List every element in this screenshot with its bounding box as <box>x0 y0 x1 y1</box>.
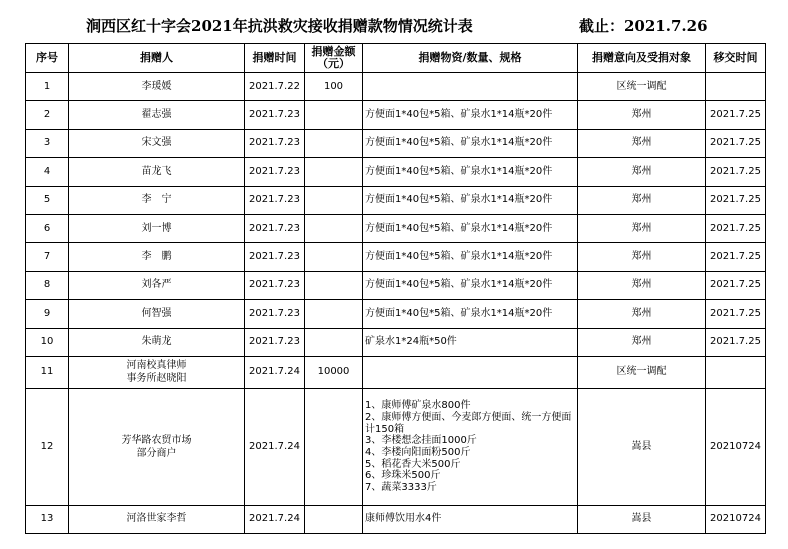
cell-target: 区统一调配 <box>578 356 706 388</box>
cell-donor: 何智强 <box>69 300 245 328</box>
cell-materials: 方便面1*40包*5箱、矿泉水1*14瓶*20件 <box>363 214 578 242</box>
cell-transfer <box>706 73 766 101</box>
cell-donor: 李 宁 <box>69 186 245 214</box>
cell-target: 郑州 <box>578 300 706 328</box>
cell-amount <box>305 328 363 356</box>
cell-amount <box>305 243 363 271</box>
cell-target: 郑州 <box>578 214 706 242</box>
cell-donor: 宋文强 <box>69 129 245 157</box>
material-line: 3、李楼想念挂面1000斤 <box>365 435 477 447</box>
cell-amount: 100 <box>305 73 363 101</box>
cell-no: 5 <box>26 186 69 214</box>
material-line: 5、稻花香大米500斤 <box>365 458 461 470</box>
donor-line: 部分商户 <box>136 447 177 459</box>
material-line: 6、珍珠米500斤 <box>365 470 441 482</box>
cell-no: 6 <box>26 214 69 242</box>
cell-materials: 方便面1*40包*5箱、矿泉水1*14瓶*20件 <box>363 129 578 157</box>
cell-materials <box>363 388 578 505</box>
cell-materials: 方便面1*40包*5箱、矿泉水1*14瓶*20件 <box>363 158 578 186</box>
cell-amount <box>305 300 363 328</box>
cell-date: 2021.7.24 <box>245 388 305 505</box>
cell-amount <box>305 186 363 214</box>
donor-line: 事务所赵晓阳 <box>126 373 187 385</box>
cell-transfer: 2021.7.25 <box>706 271 766 299</box>
cell-transfer: 2021.7.25 <box>706 186 766 214</box>
cell-amount: 10000 <box>305 356 363 388</box>
cell-date: 2021.7.23 <box>245 214 305 242</box>
table-row <box>26 214 766 242</box>
cell-materials: 矿泉水1*24瓶*50件 <box>363 328 578 356</box>
column-header: 移交时间 <box>706 44 766 73</box>
table-row <box>26 158 766 186</box>
cell-transfer: 2021.7.25 <box>706 243 766 271</box>
cell-no: 7 <box>26 243 69 271</box>
cell-transfer: 2021.7.25 <box>706 214 766 242</box>
cell-target: 郑州 <box>578 158 706 186</box>
cell-target: 郑州 <box>578 186 706 214</box>
cell-no: 1 <box>26 73 69 101</box>
table-header-row <box>26 44 766 73</box>
cell-materials: 方便面1*40包*5箱、矿泉水1*14瓶*20件 <box>363 243 578 271</box>
cell-no: 10 <box>26 328 69 356</box>
cell-no: 3 <box>26 129 69 157</box>
cell-no: 12 <box>26 388 69 505</box>
table-row <box>26 73 766 101</box>
table-row <box>26 505 766 533</box>
table-row <box>26 328 766 356</box>
cell-amount <box>305 129 363 157</box>
cell-amount <box>305 101 363 129</box>
cell-transfer: 2021.7.25 <box>706 300 766 328</box>
cell-transfer: 2021.7.25 <box>706 129 766 157</box>
material-line: 4、李楼向阳面粉500斤 <box>365 446 471 458</box>
table-row <box>26 388 766 505</box>
column-header: 捐赠意向及受捐对象 <box>578 44 706 73</box>
cell-target: 区统一调配 <box>578 73 706 101</box>
table-row <box>26 356 766 388</box>
cell-amount <box>305 505 363 533</box>
page-title: 涧西区红十字会2021年抗洪救灾接收捐赠款物情况统计表 <box>86 17 473 35</box>
material-line: 2、康师傅方便面、今麦郎方便面、统一方便面计150箱 <box>365 411 572 435</box>
cell-amount <box>305 388 363 505</box>
cell-donor: 李 鹏 <box>69 243 245 271</box>
cell-no: 4 <box>26 158 69 186</box>
cell-target: 郑州 <box>578 328 706 356</box>
column-header: 捐赠物资/数量、规格 <box>363 44 578 73</box>
cell-no: 8 <box>26 271 69 299</box>
cell-no: 2 <box>26 101 69 129</box>
donor-line: 河南校真律师 <box>126 360 187 372</box>
cell-materials: 方便面1*40包*5箱、矿泉水1*14瓶*20件 <box>363 300 578 328</box>
cell-transfer: 2021.7.25 <box>706 328 766 356</box>
cell-transfer: 20210724 <box>706 388 766 505</box>
cell-no: 13 <box>26 505 69 533</box>
cell-donor: 李瑗媛 <box>69 73 245 101</box>
cell-transfer: 2021.7.25 <box>706 101 766 129</box>
cell-donor <box>69 388 245 505</box>
table-row <box>26 186 766 214</box>
cell-amount <box>305 158 363 186</box>
cell-amount <box>305 214 363 242</box>
cell-date: 2021.7.23 <box>245 186 305 214</box>
cell-donor: 河洛世家李哲 <box>69 505 245 533</box>
cell-date: 2021.7.22 <box>245 73 305 101</box>
cell-materials: 方便面1*40包*5箱、矿泉水1*14瓶*20件 <box>363 186 578 214</box>
cell-target: 郑州 <box>578 129 706 157</box>
cell-date: 2021.7.23 <box>245 328 305 356</box>
cell-target: 嵩县 <box>578 505 706 533</box>
cell-materials: 方便面1*40包*5箱、矿泉水1*14瓶*20件 <box>363 271 578 299</box>
cell-date: 2021.7.23 <box>245 101 305 129</box>
table-row <box>26 271 766 299</box>
cell-date: 2021.7.24 <box>245 356 305 388</box>
cell-date: 2021.7.23 <box>245 300 305 328</box>
cell-donor: 刘各严 <box>69 271 245 299</box>
column-header: 捐赠人 <box>69 44 245 73</box>
donor-line: 芳华路农贸市场 <box>121 434 192 446</box>
cell-materials: 康师傅饮用水4件 <box>363 505 578 533</box>
cell-donor: 苗龙飞 <box>69 158 245 186</box>
cell-amount <box>305 271 363 299</box>
deadline-date: 截止：2021.7.26 <box>579 17 708 35</box>
cell-target: 郑州 <box>578 101 706 129</box>
column-header: 捐赠时间 <box>245 44 305 73</box>
column-header: 序号 <box>26 44 69 73</box>
cell-materials <box>363 73 578 101</box>
cell-donor: 翟志强 <box>69 101 245 129</box>
table-row <box>26 300 766 328</box>
cell-no: 11 <box>26 356 69 388</box>
cell-target: 嵩县 <box>578 388 706 505</box>
cell-transfer: 2021.7.25 <box>706 158 766 186</box>
cell-date: 2021.7.23 <box>245 243 305 271</box>
cell-transfer: 20210724 <box>706 505 766 533</box>
cell-target: 郑州 <box>578 243 706 271</box>
material-line: 7、蔬菜3333斤 <box>365 482 437 494</box>
cell-materials <box>363 356 578 388</box>
table-row <box>26 243 766 271</box>
cell-transfer <box>706 356 766 388</box>
donation-table <box>25 43 766 534</box>
table-row <box>26 101 766 129</box>
cell-no: 9 <box>26 300 69 328</box>
cell-date: 2021.7.23 <box>245 129 305 157</box>
cell-materials: 方便面1*40包*5箱、矿泉水1*14瓶*20件 <box>363 101 578 129</box>
cell-target: 郑州 <box>578 271 706 299</box>
cell-donor <box>69 356 245 388</box>
header <box>0 0 788 44</box>
material-line: 1、康师傅矿泉水800件 <box>365 400 471 412</box>
column-header: 捐赠金额（元） <box>305 44 363 73</box>
cell-donor: 朱萌龙 <box>69 328 245 356</box>
cell-date: 2021.7.24 <box>245 505 305 533</box>
cell-date: 2021.7.23 <box>245 158 305 186</box>
cell-date: 2021.7.23 <box>245 271 305 299</box>
table-row <box>26 129 766 157</box>
cell-donor: 刘一博 <box>69 214 245 242</box>
